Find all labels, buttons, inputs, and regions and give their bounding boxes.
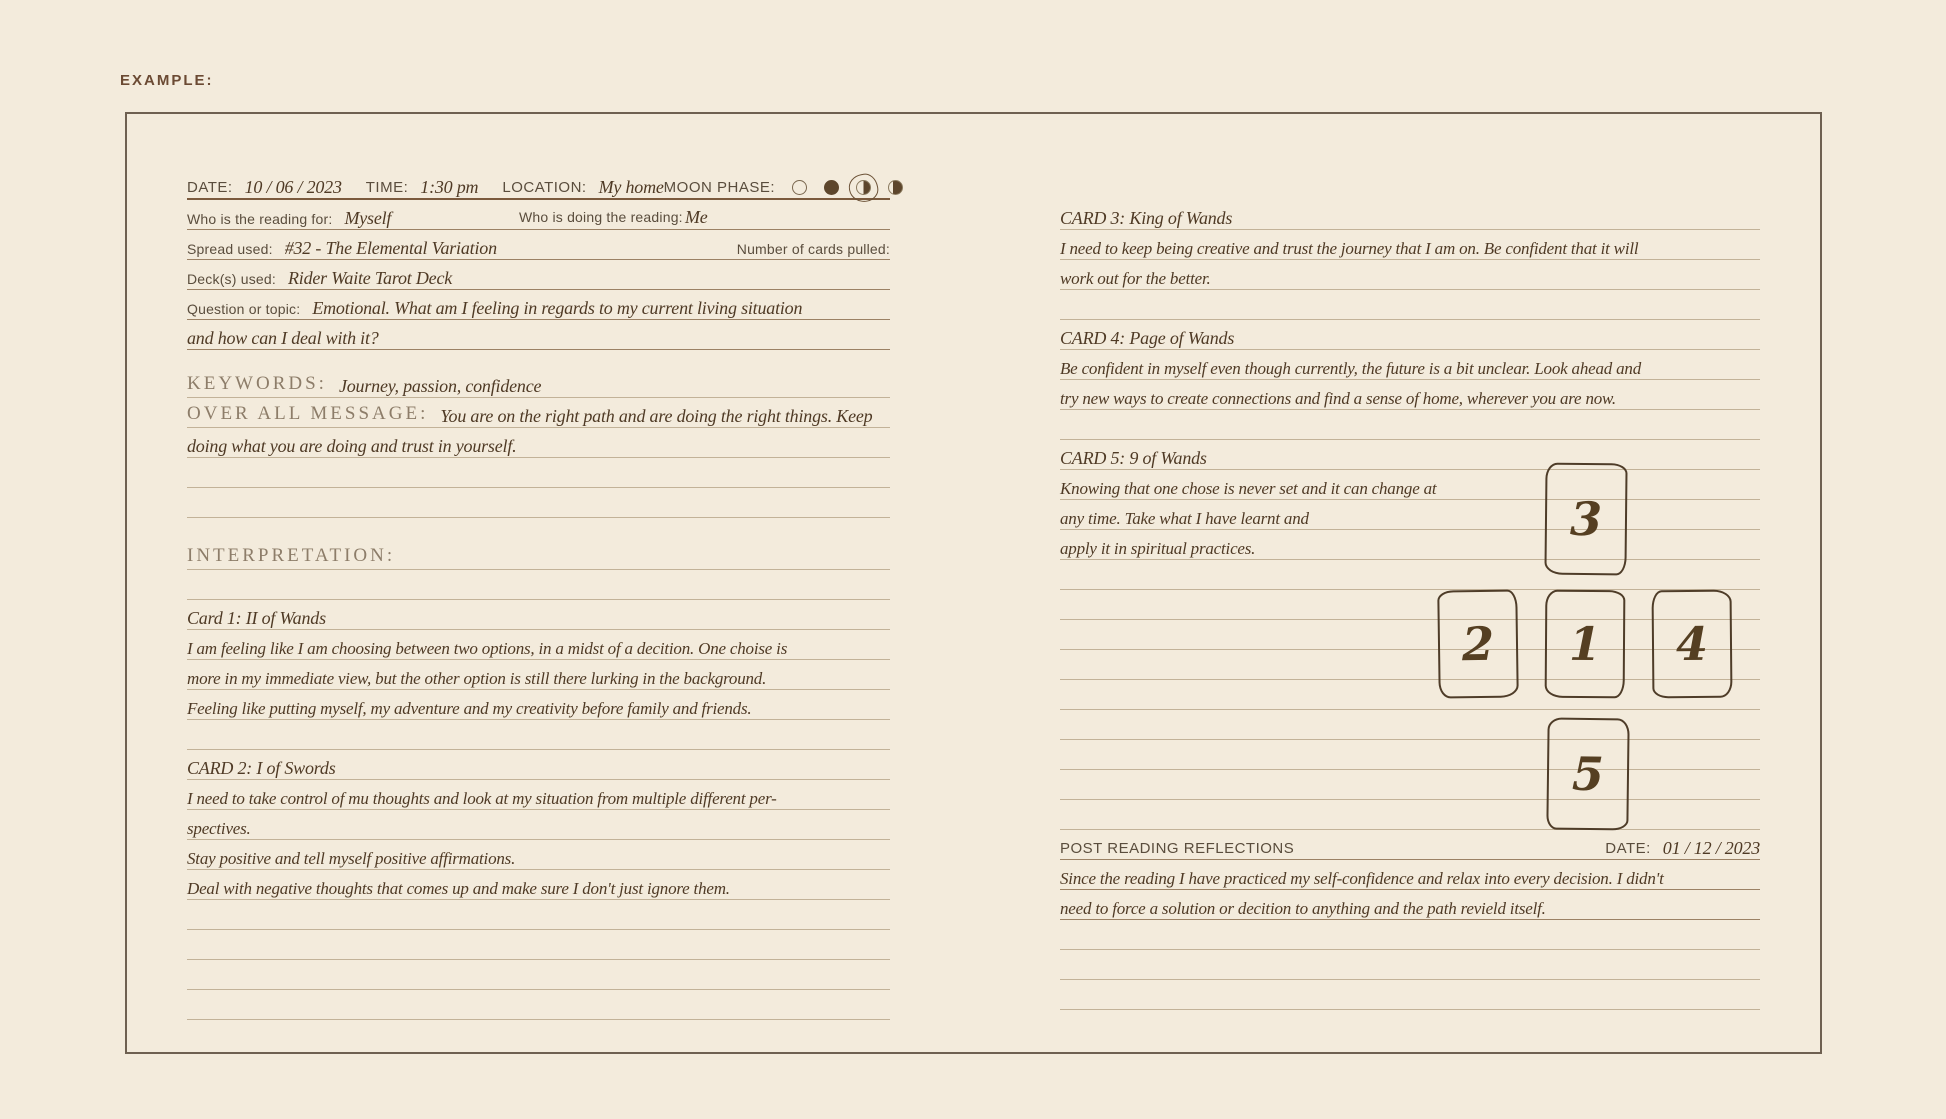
post-reading-date-value: 01 / 12 / 2023: [1662, 838, 1760, 858]
question-line-1: Emotional. What am I feeling in regards to my current living situation: [312, 298, 803, 318]
ruled-line: [1060, 710, 1760, 740]
tarot-card-position-4: [1652, 590, 1733, 699]
location-value: My home: [598, 177, 664, 197]
ruled-line: [1060, 770, 1760, 800]
interpretation-header-row: [187, 540, 890, 570]
tarot-card-position-1: [1545, 590, 1626, 699]
post-reading-text-row: [1060, 890, 1760, 920]
card3-title-row: [1060, 200, 1760, 230]
ruled-line: [1060, 920, 1760, 950]
ruled-line: [187, 720, 890, 750]
time-label: TIME:: [365, 179, 409, 196]
card2-line-3: Stay positive and tell myself positive affirmations.: [187, 849, 516, 868]
spread-row: [187, 230, 890, 260]
cards-pulled-label: Number of cards pulled:: [736, 241, 890, 257]
card2-line-4: Deal with negative thoughts that comes up and make sure I don't just ignore them.: [187, 879, 730, 898]
ruled-line: [1060, 800, 1760, 830]
tarot-card-position-5: [1546, 718, 1629, 831]
card-number: 3: [1569, 491, 1603, 547]
moon-phase-label: MOON PHASE:: [663, 179, 776, 196]
tarot-card-position-3: [1544, 463, 1627, 576]
example-heading: EXAMPLE:: [120, 72, 214, 89]
question-row-2: [187, 320, 890, 350]
tarot-card-position-2: [1437, 589, 1519, 698]
card2-text-row: [187, 810, 890, 840]
card4-title: CARD 4: Page of Wands: [1060, 328, 1235, 348]
card3-title: CARD 3: King of Wands: [1060, 208, 1233, 228]
card5-text-row: [1060, 470, 1760, 500]
reading-for-label: Who is the reading for:: [187, 211, 333, 227]
time-value: 1:30 pm: [420, 177, 479, 197]
post-reading-date-label: DATE:: [1605, 840, 1651, 857]
card3-text-row: [1060, 260, 1760, 290]
overall-message-line-2: doing what you are doing and trust in yourself.: [187, 436, 517, 456]
ruled-line: [187, 488, 890, 518]
keywords-row: [187, 368, 890, 398]
reading-for-row: [187, 200, 890, 230]
ruled-line: [1060, 290, 1760, 320]
card3-line-1: I need to keep being creative and trust the journey that I am on. Be confident that it will: [1060, 239, 1639, 258]
reading-by-label: Who is doing the reading:: [519, 209, 683, 225]
keywords-value: Journey, passion, confidence: [338, 376, 542, 396]
post-reading-header: POST READING REFLECTIONS: [1060, 840, 1295, 857]
card4-text-row: [1060, 380, 1760, 410]
reading-for-value: Myself: [344, 208, 392, 228]
card5-line-1: Knowing that one chose is never set and it can change at: [1060, 479, 1437, 498]
overall-message-row-1: [187, 398, 890, 428]
left-column: [187, 170, 890, 1020]
card2-line-2: spectives.: [187, 819, 251, 838]
question-label: Question or topic:: [187, 301, 301, 317]
card5-line-2: any time. Take what I have learnt and: [1060, 509, 1309, 528]
post-reading-header-row: [1060, 830, 1760, 860]
ruled-line: [187, 570, 890, 600]
card3-text-row: [1060, 230, 1760, 260]
interpretation-header: INTERPRETATION:: [187, 545, 396, 566]
keywords-label: KEYWORDS:: [187, 373, 327, 394]
card1-text-row: [187, 660, 890, 690]
spread-label: Spread used:: [187, 241, 273, 257]
card4-title-row: [1060, 320, 1760, 350]
card4-text-row: [1060, 350, 1760, 380]
ruled-line: [187, 900, 890, 930]
date-label: DATE:: [187, 179, 233, 196]
deck-value: Rider Waite Tarot Deck: [287, 268, 453, 288]
card-number: 5: [1571, 746, 1605, 802]
overall-message-row-2: [187, 428, 890, 458]
card5-line-3: apply it in spiritual practices.: [1060, 539, 1256, 558]
moon-phase-selected[interactable]: [856, 180, 871, 195]
card3-line-2: work out for the better.: [1060, 269, 1211, 288]
location-label: LOCATION:: [502, 179, 587, 196]
ruled-line: [1060, 980, 1760, 1010]
post-reading-line-1: Since the reading I have practiced my self-confidence and relax into every decision. I didn't: [1060, 869, 1664, 888]
post-reading-line-2: need to force a solution or decition to anything and the path revield itself.: [1060, 899, 1546, 918]
card1-text-row: [187, 690, 890, 720]
card2-line-1: I need to take control of mu thoughts and look at my situation from multiple different per-: [187, 789, 777, 808]
card1-text-row: [187, 630, 890, 660]
card-number: 4: [1675, 616, 1709, 672]
ruled-line: [1060, 410, 1760, 440]
card2-text-row: [187, 780, 890, 810]
deck-row: [187, 260, 890, 290]
reading-by-value: Me: [685, 207, 708, 227]
overall-message-label: OVER ALL MESSAGE:: [187, 403, 429, 424]
ruled-line: [187, 960, 890, 990]
card2-text-row: [187, 870, 890, 900]
ruled-line: [187, 458, 890, 488]
spread-value: #32 - The Elemental Variation: [284, 238, 497, 258]
card4-line-2: try new ways to create connections and find a sense of home, wherever you are now.: [1060, 389, 1616, 408]
card-number: 1: [1568, 616, 1602, 672]
question-row-1: [187, 290, 890, 320]
card1-line-1: I am feeling like I am choosing between two options, in a midst of a decition. One choise is: [187, 639, 788, 658]
post-reading-text-row: [1060, 860, 1760, 890]
card2-title: CARD 2: I of Swords: [187, 758, 336, 778]
card1-line-3: Feeling like putting myself, my adventure and my creativity before family and friends.: [187, 699, 752, 718]
overall-message-line-1: You are on the right path and are doing the right things. Keep: [440, 406, 873, 426]
card4-line-1: Be confident in myself even though currently, the future is a bit unclear. Look ahead and: [1060, 359, 1642, 378]
new-moon-icon[interactable]: [792, 180, 807, 195]
waning-gibbous-moon-icon[interactable]: [888, 180, 903, 195]
card2-title-row: [187, 750, 890, 780]
card5-title-row: [1060, 440, 1760, 470]
card1-title: Card 1: II of Wands: [187, 608, 326, 628]
deck-label: Deck(s) used:: [187, 271, 276, 287]
ruled-line: [1060, 950, 1760, 980]
card5-text-row: [1060, 530, 1760, 560]
card1-line-2: more in my immediate view, but the other option is still there lurking in the background.: [187, 669, 767, 688]
card5-title: CARD 5: 9 of Wands: [1060, 448, 1207, 468]
card1-title-row: [187, 600, 890, 630]
ruled-line: [187, 930, 890, 960]
date-value: 10 / 06 / 2023: [244, 177, 342, 197]
card2-text-row: [187, 840, 890, 870]
question-line-2: and how can I deal with it?: [187, 328, 379, 348]
full-moon-icon[interactable]: [824, 180, 839, 195]
card-number: 2: [1461, 616, 1495, 672]
date-row: [187, 170, 890, 200]
right-column: [1060, 200, 1760, 1010]
moon-phase-group: [664, 179, 909, 196]
ruled-line: [1060, 740, 1760, 770]
card5-text-row: [1060, 500, 1760, 530]
ruled-line: [1060, 560, 1760, 590]
ruled-line: [187, 990, 890, 1020]
